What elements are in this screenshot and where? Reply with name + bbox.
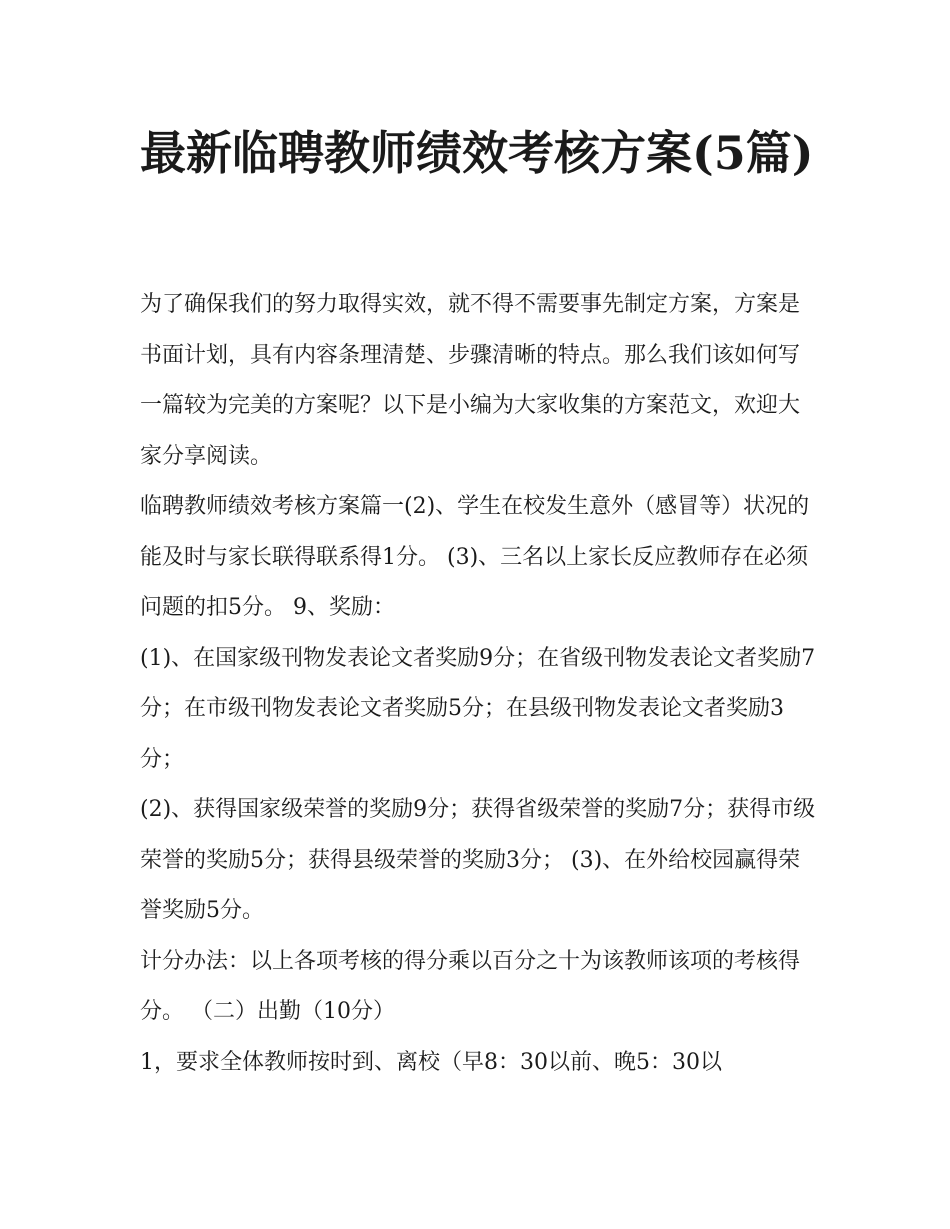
attendance-paragraph: 1，要求全体教师按时到、离校（早8：30以前、晚5：30以 (140, 1049, 722, 1075)
paper-award-paragraph: (1)、在国家级刊物发表论文者奖励9分；在省级刊物发表论文者奖励7分；在市级刊物发表论文者奖励5分；在县级刊物发表论文者奖励3分； (140, 645, 816, 772)
intro-paragraph: 为了确保我们的努力取得实效，就不得不需要事先制定方案，方案是书面计划，具有内容条理清楚、步骤清晰的特点。那么我们该如何写一篇较为完美的方案呢？以下是小编为大家收集的方案范文，欢迎大家分享阅读。 (140, 292, 801, 469)
document-body (140, 280, 820, 1088)
scoring-method-paragraph: 计分办法：以上各项考核的得分乘以百分之十为该教师该项的考核得分。 （二）出勤（10分） (140, 948, 801, 1024)
document-title: 最新临聘教师绩效考核方案(5篇) (140, 126, 814, 180)
section-one-paragraph: 临聘教师绩效考核方案篇一(2)、学生在校发生意外（感冒等）状况的能及时与家长联得联系得1分。 (3)、三名以上家长反应教师存在必须问题的扣5分。 9、奖励： (140, 494, 810, 620)
honor-award-paragraph: (2)、获得国家级荣誉的奖励9分；获得省级荣誉的奖励7分；获得市级荣誉的奖励5分；获得县级荣誉的奖励3分； (3)、在外给校园赢得荣誉奖励5分。 (140, 797, 816, 923)
